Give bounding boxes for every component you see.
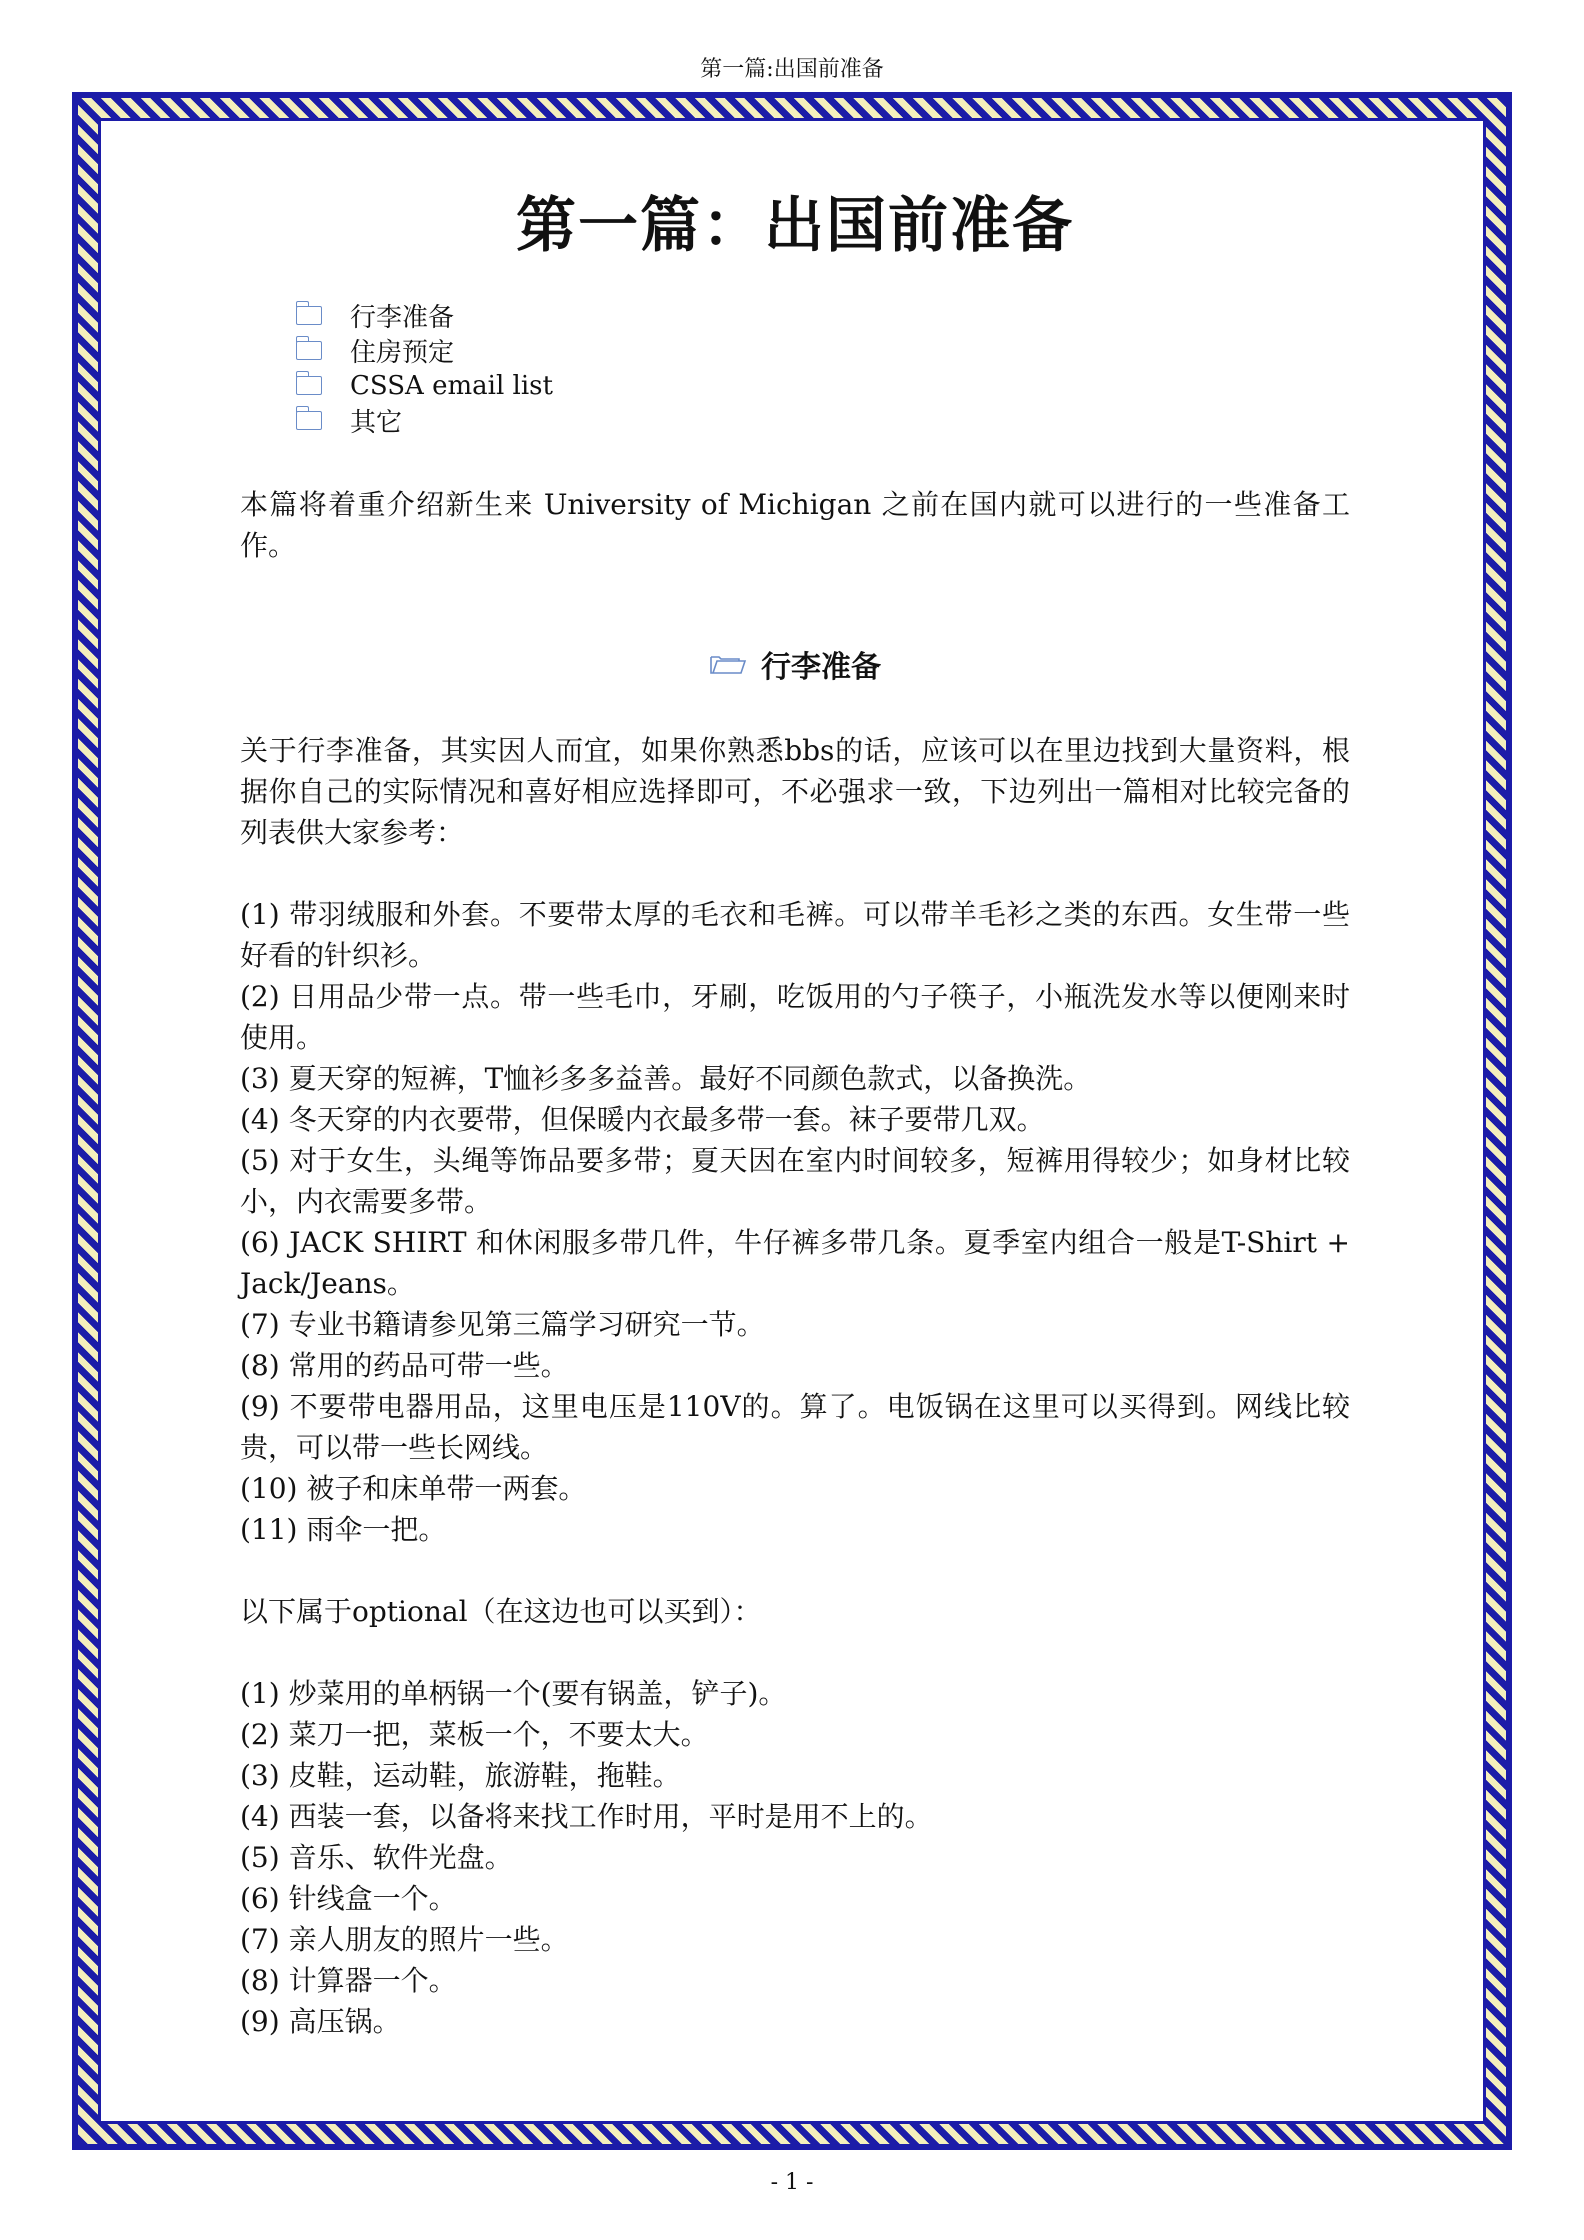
table-of-contents	[296, 298, 1350, 438]
list-item: (8) 常用的药品可带一些。	[240, 1349, 569, 1382]
packing-list	[240, 894, 1350, 1550]
open-folder-icon	[709, 653, 747, 675]
list-item: (9) 高压锅。	[240, 2005, 401, 2038]
toc-item-label: 行李准备	[350, 303, 455, 333]
list-item: (9) 不要带电器用品，这里电压是110V的。算了。电饭锅在这里可以买得到。网线比较贵，可以带一些长网线。	[240, 1390, 1350, 1464]
document-content	[240, 190, 1350, 2042]
section-heading	[240, 644, 1350, 684]
folder-icon	[296, 376, 322, 395]
list-item: (2) 菜刀一把，菜板一个，不要太大。	[240, 1718, 709, 1751]
list-item: (1) 炒菜用的单柄锅一个(要有锅盖，铲子)。	[240, 1677, 787, 1710]
toc-item-label: 其它	[350, 408, 403, 438]
list-item: (4) 冬天穿的内衣要带，但保暖内衣最多带一套。袜子要带几双。	[240, 1103, 1045, 1136]
list-item: (8) 计算器一个。	[240, 1964, 457, 1997]
folder-icon	[296, 411, 322, 430]
folder-icon	[296, 306, 322, 325]
toc-item-cssa-email-list[interactable]	[296, 368, 1350, 403]
toc-item-label: 住房预定	[350, 338, 455, 368]
spacer	[240, 1632, 1350, 1673]
page-number: - 1 -	[770, 2170, 814, 2195]
list-item: (3) 皮鞋，运动鞋，旅游鞋，拖鞋。	[240, 1759, 681, 1792]
list-item: (4) 西装一套，以备将来找工作时用，平时是用不上的。	[240, 1800, 933, 1833]
optional-list	[240, 1673, 1350, 2042]
folder-icon	[296, 341, 322, 360]
list-item: (5) 对于女生，头绳等饰品要多带；夏天因在室内时间较多，短裤用得较少；如身材比较小，内衣需要多带。	[240, 1144, 1350, 1218]
section-intro-paragraph: 关于行李准备，其实因人而宜，如果你熟悉bbs的话，应该可以在里边找到大量资料，根据你自己的实际情况和喜好相应选择即可，不必强求一致，下边列出一篇相对比较完备的列表供大家参考：	[240, 734, 1350, 849]
section-heading-label: 行李准备	[761, 650, 881, 685]
toc-item-luggage[interactable]	[296, 298, 1350, 333]
list-item: (7) 专业书籍请参见第三篇学习研究一节。	[240, 1308, 765, 1341]
list-item: (11) 雨伞一把。	[240, 1513, 447, 1546]
optional-intro: 以下属于optional（在这边也可以买到）：	[240, 1595, 762, 1628]
list-item: (2) 日用品少带一点。带一些毛巾，牙刷，吃饭用的勺子筷子，小瓶洗发水等以便刚来时使用。	[240, 980, 1350, 1054]
toc-item-label: CSSA email list	[350, 370, 553, 401]
page-title: 第一篇：出国前准备	[516, 191, 1074, 261]
list-item: (10) 被子和床单带一两套。	[240, 1472, 587, 1505]
toc-item-housing[interactable]	[296, 333, 1350, 368]
running-header: 第一篇:出国前准备	[700, 57, 884, 82]
list-item: (6) 针线盒一个。	[240, 1882, 457, 1915]
toc-item-other[interactable]	[296, 403, 1350, 438]
spacer	[240, 853, 1350, 894]
intro-paragraph: 本篇将着重介绍新生来 University of Michigan 之前在国内就可以进行的一些准备工作。	[240, 488, 1350, 562]
list-item: (1) 带羽绒服和外套。不要带太厚的毛衣和毛裤。可以带羊毛衫之类的东西。女生带一些好看的针织衫。	[240, 898, 1350, 972]
list-item: (3) 夏天穿的短裤，T恤衫多多益善。最好不同颜色款式，以备换洗。	[240, 1062, 1092, 1095]
list-item: (6) JACK SHIRT 和休闲服多带几件，牛仔裤多带几条。夏季室内组合一般是T-Shirt + Jack/Jeans。	[240, 1226, 1350, 1300]
spacer	[240, 1550, 1350, 1591]
list-item: (5) 音乐、软件光盘。	[240, 1841, 513, 1874]
list-item: (7) 亲人朋友的照片一些。	[240, 1923, 569, 1956]
